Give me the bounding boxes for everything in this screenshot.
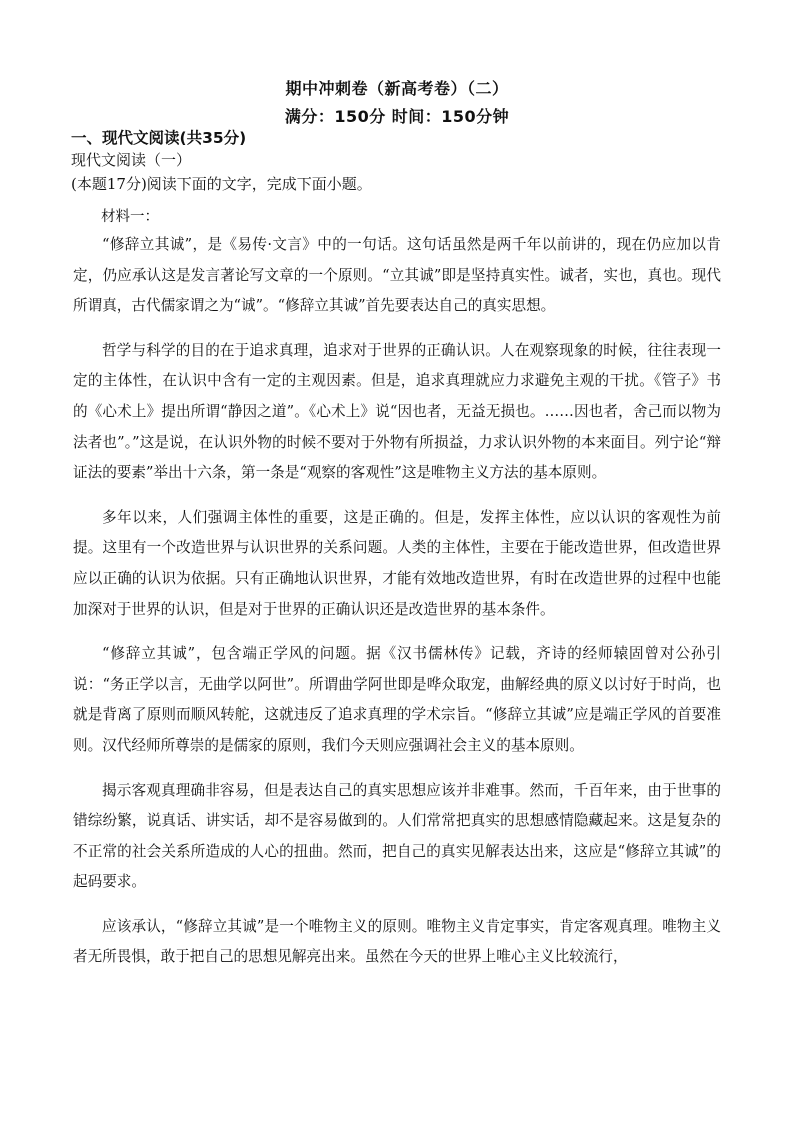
material-label: 材料一： [101, 209, 159, 225]
passage-paragraph: “修辞立其诚”，是《易传·文言》中的一句话。这句话虽然是两千年以前讲的，现在仍应加以肯定，仍应承认这是发言著论写文章的一个原则。“立其诚”即是坚持真实性。诚者，实也，真也。现代所谓真，古代儒家谓之为“诚”。“修辞立其诚”首先要表达自己的真实思想。 [73, 236, 721, 315]
exam-title: 期中冲刺卷（新高考卷）（二） [285, 79, 509, 98]
passage-paragraph: 应该承认，“修辞立其诚”是一个唯物主义的原则。唯物主义肯定事实，肯定客观真理。唯物主义者无所畏惧，敢于把自己的思想见解亮出来。虽然在今天的世界上唯心主义比较流行， [73, 917, 721, 966]
passage-paragraph: “修辞立其诚”，包含端正学风的问题。据《汉书儒林传》记载，齐诗的经师辕固曾对公孙引说：“务正学以言，无曲学以阿世”。所谓曲学阿世即是哗众取宠，曲解经典的原义以讨好于时尚，也就是背离了原则而顺风转舵，这就违反了追求真理的学术宗旨。“修辞立其诚”应是端正学风的首要准则。汉代经师所尊崇的是儒家的原则，我们今天则应强调社会主义的基本原则。 [73, 645, 721, 754]
exam-subtitle: 满分：150分 时间：150分钟 [284, 107, 510, 126]
section-heading: 一、现代文阅读(共35分) [71, 129, 247, 147]
reading-subheading: 现代文阅读（一） [71, 151, 192, 169]
passage-paragraph: 多年以来，人们强调主体性的重要，这是正确的。但是，发挥主体性，应以认识的客观性为前提。这里有一个改造世界与认识世界的关系问题。人类的主体性，主要在于能改造世界，但改造世界应以正确的认识为依据。只有正确地认识世界，才能有效地改造世界，有时在改造世界的过程中也能加深对于世界的认识，但是对于世界的正确认识还是改造世界的基本条件。 [73, 508, 721, 618]
passage-paragraph: 哲学与科学的目的在于追求真理，追求对于世界的正确认识。人在观察现象的时候，往往表现一定的主体性，在认识中含有一定的主观因素。但是，追求真理就应力求避免主观的干扰。《管子》书的《心术上》提出所谓“静因之道”。《心术上》说“因也者，无益无损也。……因也者，舍己而以物为法者也”。”这是说，在认识外物的时候不要对于外物有所损益，力求认识外物的本来面目。列宁论“辩证法的要素”举出十六条，第一条是“观察的客观性”这是唯物主义方法的基本原则。 [73, 341, 721, 482]
reading-passage [73, 230, 721, 987]
question-instruction: (本题17分)阅读下面的文字，完成下面小题。 [71, 175, 372, 193]
passage-paragraph: 揭示客观真理确非容易，但是表达自己的真实思想应该并非难事。然而，千百年来，由于世事的错综纷繁，说真话、讲实话，却不是容易做到的。人们常常把真实的思想感情隐藏起来。这是复杂的不正常的社会关系所造成的人心的扭曲。然而，把自己的真实见解表达出来，这应是“修辞立其诚”的起码要求。 [73, 781, 721, 891]
